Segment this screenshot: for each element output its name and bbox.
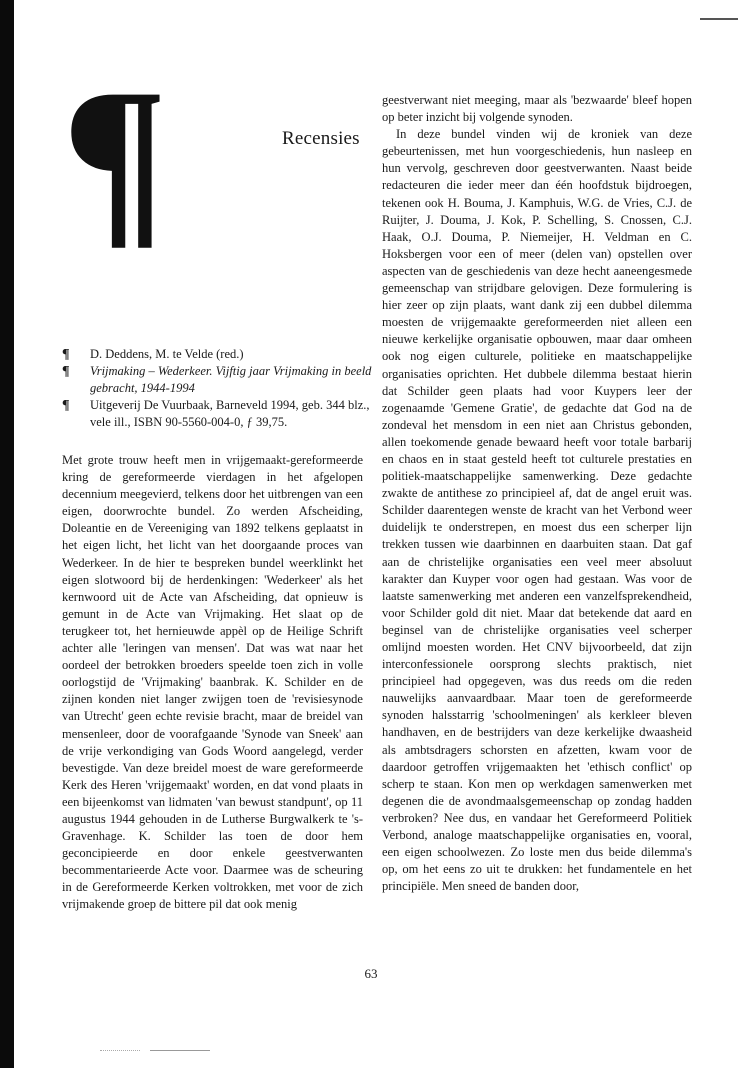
- right-paragraph-1: geestverwant niet meeging, maar als 'bezwaarde' bleef hopen op beter inzicht bij volgende synoden.: [382, 93, 692, 125]
- right-paragraph-2: In deze bundel vinden wij de kroniek van deze gebeurtenissen, met hun voorgeschiedenis, hun nasleep en hun vervolg, geschreven door geestverwanten. Naast beide redacteuren die ieder meer dan één hoofdstuk bijdroegen, tekenen ook H. Bouma, J. Kamphuis, W.G. de Vries, C.J. de Ruijter, J. Douma, J. Kok, P. Schelling, S. Cnossen, C.J. Haak, O.J. Douma, P. Niemeijer, H. Veldman en C. Hoksbergen voor een of meer (delen van) opstellen over aspecten van de geschiedenis van deze hecht aaneengesmede gemeenschap van strijdbare gelovigen. Deze formulering is hier zeer op zijn plaats, want dank zij een dubbel dilemma moesten de vrijgemaakte gereformeerden niet alleen een nieuwe kerkelijke organisatie opbouwen, maar daar omheen ook nog eigen culturele, politieke en maatschappelijke organisaties oprichten. Het dubbele dilemma bestaat hierin dat Schilder geen plaats had voor Kuypers leer der zogenaamde 'Gemene Gratie', de gedachte dat God na de zondeval het mensdom in een niet aan Christus gebonden, allen toekomende genade bewaard heeft voor totale barbarij en chaos en in staat gesteld heeft tot culturele prestaties en politiek-maatschappelijke samenwerking. Deze gedachte zwakte de antithese zo principieel af, dat de angel eruit was. Schilder daarentegen wenste de kracht van het Verbond weer duidelijk te onderstrepen, en moest dus een scherper lijn trekken tussen wie daarbinnen en daarbuiten staan. Dat gaf aan de christelijke organisaties een veel meer absoluut karakter dan Kuyper voor ogen had gestaan. Was voor de laatste samenwerking met anderen een vanzelfsprekendheid, voor Schilder gold dit niet. Maar dat betekende dat aard en beginsel van de christelijke organisaties veel scherper omlijnd moesten worden. Het CNV bijvoorbeeld, dat zijn interconfessionele oorsprong slechts praktisch, niet principieel had opgegeven, was dus reeds om die reden nauwelijks aanvaardbaar. Maar toen de gereformeerde synoden halsstarrig 'schoolmeningen' als kerkleer bleven handhaven, en de bestrijders van deze kerkelijke dwaasheid als ambtsdragers schorsten en afzetten, kwam voor de daardoor getroffen vrijgemaakten het 'ethisch conflict' op scherp te staan. Kon men op werkdagen samenwerken met degenen die de avondmaalsgemeenschap op zondag hadden verbroken? Nee dus, en vandaar het Gereformeerd Politiek Verbond, analoge maatschappelijke organisaties en, vooral, een eigen schoolwezen. Zo loste men dus beide dilemma's op, om het eens zo uit te drukken: het fundamentele en het principiële. Men sneed de banden door,: [382, 127, 692, 894]
- left-column: [62, 452, 363, 914]
- pilcrow-icon: ¶: [62, 398, 70, 413]
- scan-artifact: [100, 1050, 140, 1052]
- left-paragraph: Met grote trouw heeft men in vrijgemaakt-gereformeerde kring de gereformeerde vierdagen in het afgelopen decennium meegevierd, telkens door het uitbrengen van een eigen, doorwrochte bundel. Zo werden Afscheiding, Doleantie en de Vereeniging van 1892 telkens geplaatst in het eigen licht, het licht van het doorgaande proces van Wederkeer. In de hier te bespreken bundel weerklinkt het eigen slotwoord bij de herdenkingen: 'Wederkeer' als het kernwoord uit de Acte van Afscheiding, dat opnieuw is gemunt in de Acte van Vrijmaking. Het slaat op de terugkeer tot, het hernieuwde appèl op de Heilige Schrift achter alle 'leringen van mensen'. Dat was wat naar het oordeel der betrokken broeders speelde toen zich in volle oorlogstijd de 'Vrijmaking' baanbrak. K. Schilder en de zijnen konden niet langer zwijgen toen de 'revisiesynode van Utrecht' geen echte revisie bracht, maar de breidel van mensenleer, door de voorafgaande 'Synode van Sneek' aan de vrije verkondiging van Gods Woord aangelegd, verder bevestigde. Van deze breidel moest de ware gereformeerde Kerk des Heren 'vrijgemaakt' worden, en dat vond plaats in een bijeenkomst van lidmaten 'van bewust standpunt', op 11 augustus 1944 gehouden in de Lutherse Burgwalkerk te 's-Gravenhage. K. Schilder las toen de door hem geconcipieerde en door enkele geestverwanten becommentarieerde Acte voor. Daarmee was de scheuring in de Gereformeerde Kerken voltrokken, met voor de zich vrijmakende groep de bittere pil dat ook menig: [62, 453, 363, 912]
- scan-artifact-rule: [150, 1050, 210, 1051]
- crop-mark: [700, 18, 738, 20]
- book-publisher: Uitgeverij De Vuurbaak, Barneveld 1994, geb. 344 blz., vele ill., ISBN 90-5560-004-0, ƒ 39,75.: [90, 398, 370, 429]
- meta-row-authors: [62, 346, 372, 363]
- right-column: [382, 92, 692, 895]
- book-title: Vrijmaking – Wederkeer. Vijftig jaar Vrijmaking in beeld gebracht, 1944-1994: [90, 364, 372, 395]
- pilcrow-icon: ¶: [62, 49, 168, 266]
- pilcrow-icon: ¶: [62, 364, 70, 379]
- meta-row-title: [62, 363, 372, 397]
- page-number: 63: [364, 966, 378, 981]
- section-title: Recensies: [282, 128, 360, 149]
- scan-edge-bar: [0, 0, 14, 1068]
- meta-row-publisher: [62, 397, 372, 431]
- book-metadata: [62, 346, 372, 431]
- pilcrow-icon: ¶: [62, 347, 70, 362]
- book-authors: D. Deddens, M. te Velde (red.): [90, 347, 244, 361]
